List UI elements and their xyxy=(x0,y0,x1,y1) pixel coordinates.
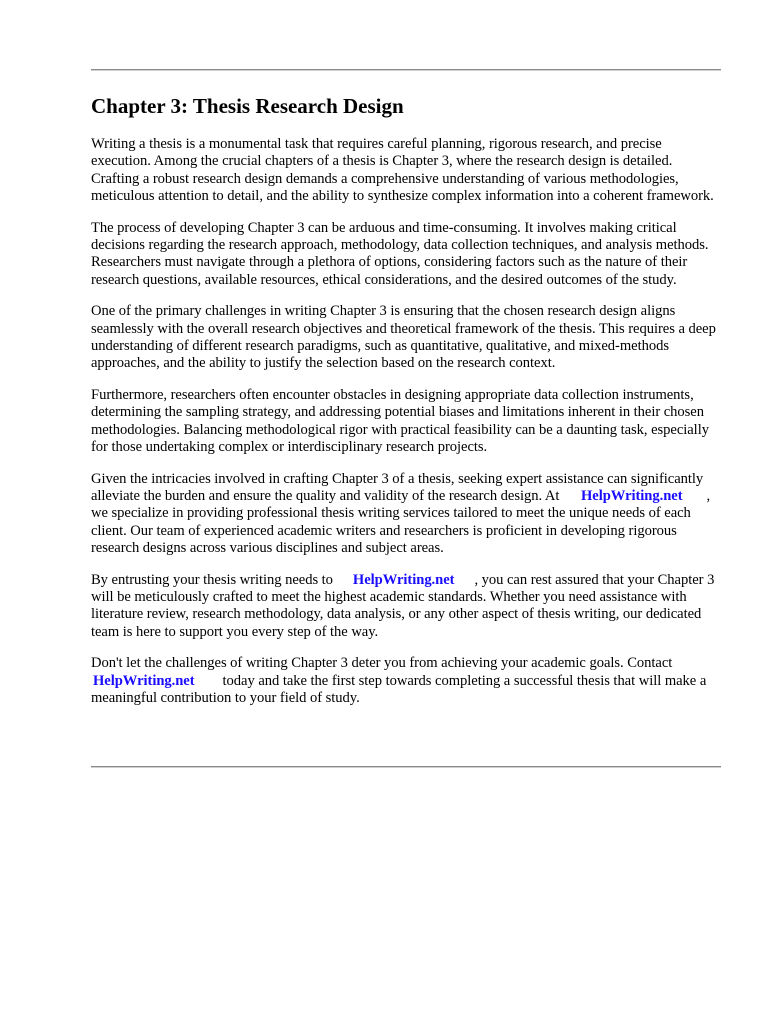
paragraph-2: The process of developing Chapter 3 can be arduous and time-consuming. It involves making critical decisions regarding the research approach, methodology, data collection techniques, and analysis methods. Researchers must navigate through a plethora of options, considering factors such as the nature of their research questions, available resources, ethical considerations, and the desired outcomes of the study. xyxy=(91,219,709,288)
helpwriting-link-3[interactable]: HelpWriting.net xyxy=(93,672,195,689)
paragraph-3: One of the primary challenges in writing Chapter 3 is ensuring that the chosen research design aligns seamlessly with the overall research objectives and theoretical framework of the thesis. This requires a deep understanding of different research paradigms, such as quantitative, qualitative, and mixed-methods approaches, and the ability to justify the selection based on the research context. xyxy=(91,303,716,372)
paragraph-7 xyxy=(91,655,721,707)
helpwriting-link-2[interactable]: HelpWriting.net xyxy=(352,571,455,588)
paragraph-5-text-before: Given the intricacies involved in crafting Chapter 3 of a thesis, seeking expert assistance can significantly alleviate the burden and ensure the quality and validity of the research design. At xyxy=(91,470,704,504)
bottom-divider xyxy=(91,766,721,768)
paragraph-6-text-after: , you can rest assured that your Chapter 3 will be meticulously crafted to meet the highest academic standards. Whether you need assistance with literature review, research methodology, data analysis, or any other aspect of thesis writing, our dedicated team is here to support you every step of the way. xyxy=(91,571,715,640)
paragraph-4: Furthermore, researchers often encounter obstacles in designing appropriate data collection instruments, determining the sampling strategy, and addressing potential biases and limitations inherent in their chosen methodologies. Balancing methodological rigor with practical feasibility can be a daunting task, especially for those undertaking complex or interdisciplinary research projects. xyxy=(91,386,709,456)
paragraph-6 xyxy=(91,572,721,642)
top-divider xyxy=(91,69,721,71)
paragraph-5 xyxy=(91,471,721,558)
page-title: Chapter 3: Thesis Research Design xyxy=(91,94,404,118)
paragraph-7-text-before: Don't let the challenges of writing Chapter 3 deter you from achieving your academic goals. Contact xyxy=(91,655,673,672)
paragraph-1: Writing a thesis is a monumental task that requires careful planning, rigorous research, and precise execution. Among the crucial chapters of a thesis is Chapter 3, where the research design is detailed. Crafting a robust research design demands a comprehensive understanding of various methodologies, meticulous attention to detail, and the ability to synthesize complex information into a coherent framework. xyxy=(91,136,714,205)
paragraph-6-text-before: By entrusting your thesis writing needs to xyxy=(91,571,333,588)
document-body xyxy=(91,136,721,721)
paragraph-7-text-after: today and take the first step towards completing a successful thesis that will make a meaningful contribution to your field of study. xyxy=(91,672,707,706)
helpwriting-link-1[interactable]: HelpWriting.net xyxy=(580,487,683,504)
paragraph-5-text-after: , we specialize in providing professional thesis writing services tailored to meet the unique needs of each client. Our team of experienced academic writers and researchers is proficient in developing rigorous research designs across various disciplines and subject areas. xyxy=(91,487,711,557)
